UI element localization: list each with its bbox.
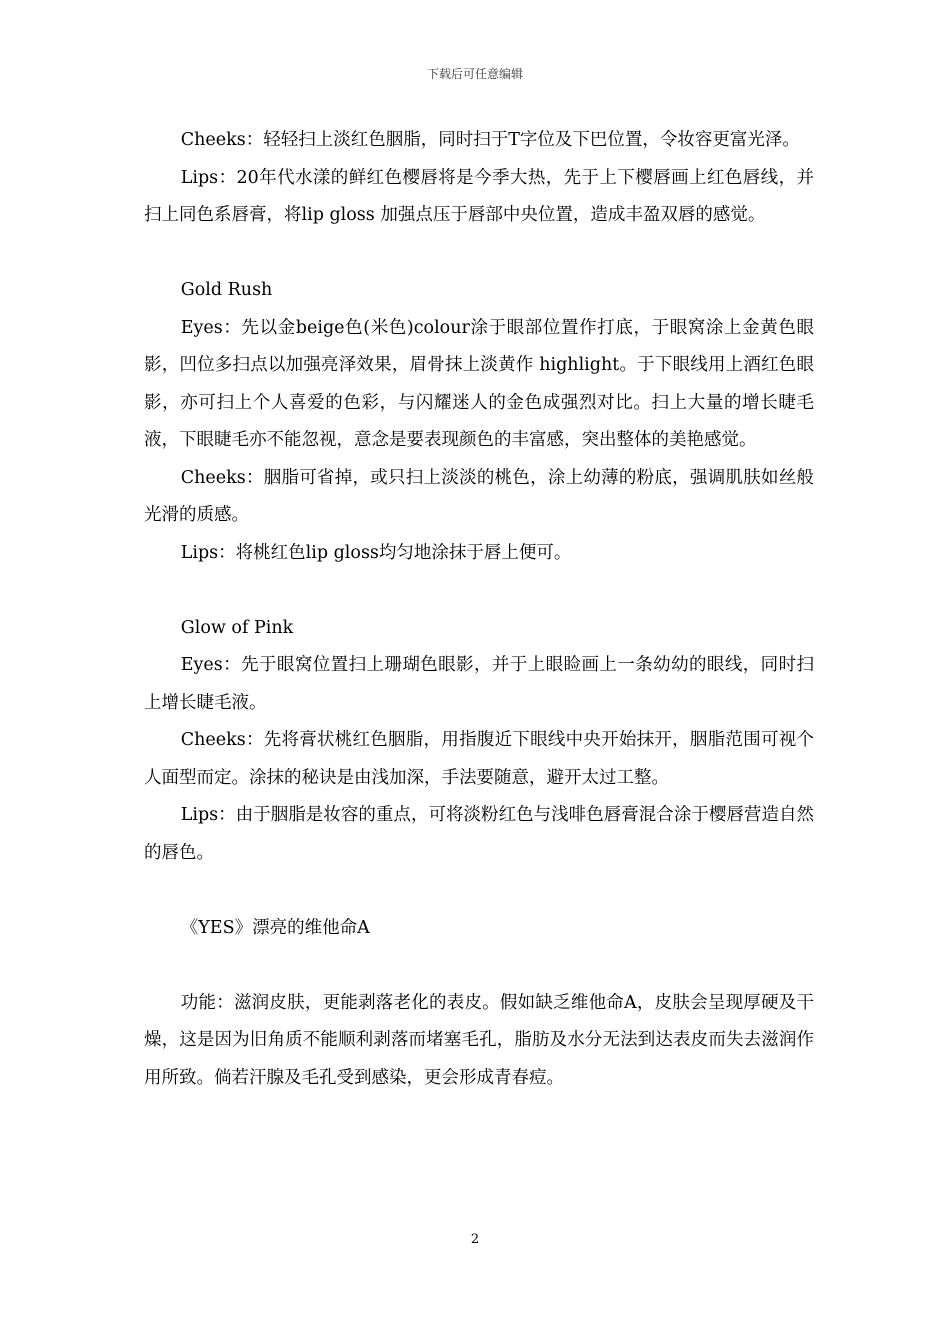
paragraph-lips-gold: Lips：将桃红色lip gloss均匀地涂抹于唇上便可。 [180,542,572,563]
header-note: 下载后可任意编辑 [426,67,523,81]
spacer [144,572,814,610]
section-heading-vitamin-a: 《YES》漂亮的维他命A [180,917,370,938]
paragraph-vitamin-a-function: 功能：滋润皮肤，更能剥落老化的表皮。假如缺乏维他命A，皮肤会呈现厚硬及干燥，这是因为旧角质不能顺利剥落而堵塞毛孔，脂肪及水分无法到达表皮而失去滋润作用所致。倘若汗腺及毛孔受到感染，更会形成青春痘。 [144,992,814,1088]
paragraph-eyes-gold: Eyes：先以金beige色(米色)colour涂于眼部位置作打底，于眼窝涂上金黄色眼影，凹位多扫点以加强亮泽效果，眉骨抹上淡黄作 highlight。于下眼线用上酒红色眼影，亦可扫上个人喜爱的色彩，与闪耀迷人的金色成强烈对比。扫上大量的增长睫毛液，下眼睫毛亦不能忽视，意念是要表现颜色的丰富感，突出整体的美艳感觉。 [144,317,814,450]
spacer [144,235,814,273]
paragraph-cheeks-red: Cheeks：轻轻扫上淡红色胭脂，同时扫于T字位及下巴位置，令妆容更富光泽。 [180,130,800,150]
section-heading-gold-rush: Gold Rush [180,280,273,300]
paragraph-cheeks-pink: Cheeks：先将膏状桃红色胭脂，用指腹近下眼线中央开始抹开，胭脂范围可视个人面型而定。涂抹的秘诀是由浅加深，手法要随意，避开太过工整。 [144,730,814,788]
document-body [144,122,814,1097]
paragraph-lips-red: Lips：20年代水漾的鲜红色樱唇将是今季大热，先于上下樱唇画上红色唇线，并扫上同色系唇膏，将lip gloss 加强点压于唇部中央位置，造成丰盈双唇的感觉。 [144,167,814,225]
paragraph-cheeks-gold: Cheeks：胭脂可省掉，或只扫上淡淡的桃色，涂上幼薄的粉底，强调肌肤如丝般光滑的质感。 [144,467,814,525]
paragraph-lips-pink: Lips：由于胭脂是妆容的重点，可将淡粉红色与浅啡色唇膏混合涂于樱唇营造自然的唇色。 [144,805,814,863]
spacer [144,947,814,985]
page-number: 2 [470,1232,480,1247]
section-heading-glow-of-pink: Glow of Pink [180,617,294,638]
spacer [144,872,814,910]
paragraph-eyes-pink: Eyes：先于眼窝位置扫上珊瑚色眼影，并于上眼睑画上一条幼幼的眼线，同时扫上增长睫毛液。 [144,655,814,713]
